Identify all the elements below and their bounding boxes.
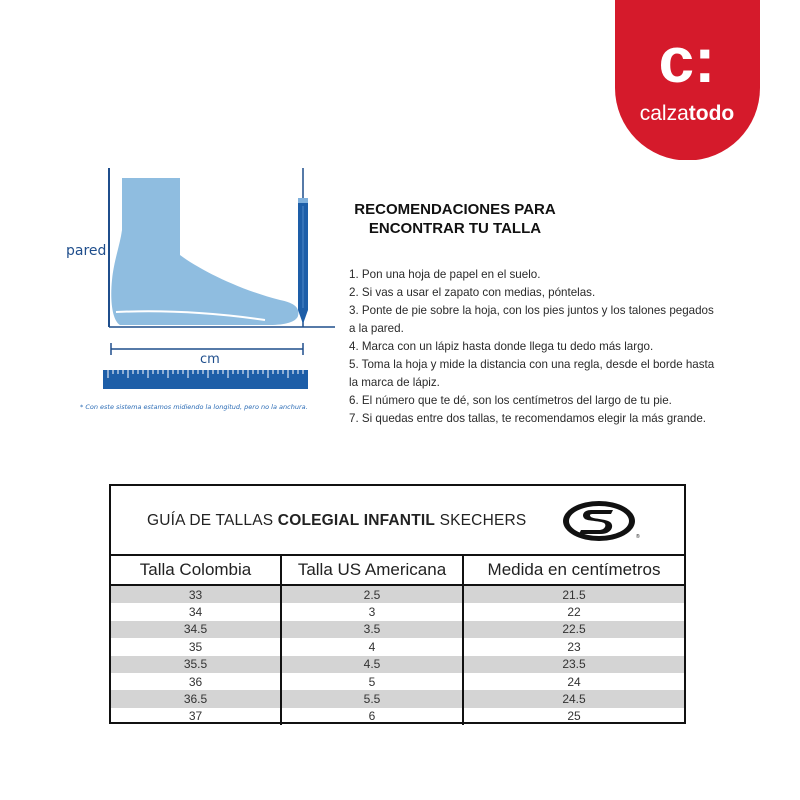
pencil-icon xyxy=(298,198,308,324)
cell-us: 4.5 xyxy=(281,656,463,673)
cell-colombia: 37 xyxy=(188,709,203,724)
cell-cm: 21.5 xyxy=(463,585,684,603)
step-line: 4. Marca con un lápiz hasta donde llega tu dedo más largo. xyxy=(349,340,654,353)
title-suffix: SKECHERS xyxy=(439,512,527,529)
length-label: cm xyxy=(200,352,220,367)
step-line: 7. Si quedas entre dos tallas, te recomendamos elegir la más grande. xyxy=(349,412,707,425)
cell-colombia: 36.5 xyxy=(111,690,281,707)
cell-cm: 24 xyxy=(463,673,684,690)
header-talla-colombia: Talla Colombia xyxy=(111,555,281,585)
calzatodo-logo xyxy=(615,0,760,160)
logo-brand xyxy=(640,102,735,125)
cell-us: 6 xyxy=(281,708,463,725)
cell-cm: 23 xyxy=(463,638,684,655)
table-row xyxy=(111,690,684,707)
step-line: la marca de lápiz. xyxy=(349,376,440,389)
cell-cm: 22.5 xyxy=(463,621,684,638)
logo-mark: c: xyxy=(658,24,716,96)
table-row xyxy=(111,638,684,655)
logo-brand-part2: todo xyxy=(688,102,735,125)
table-row xyxy=(111,621,684,638)
table-row xyxy=(111,603,684,620)
cell-us: 3.5 xyxy=(281,621,463,638)
table-row xyxy=(111,656,684,673)
cell-colombia: 35 xyxy=(188,639,203,654)
title-bold: COLEGIAL INFANTIL xyxy=(277,512,436,529)
diagram-note: * Con este sistema estamos midiendo la longitud, pero no la anchura. xyxy=(80,403,308,411)
step-line: 6. El número que te dé, son los centímetros del largo de tu pie. xyxy=(349,394,672,407)
table-row xyxy=(111,708,684,725)
table-row xyxy=(111,673,684,690)
cell-cm: 24.5 xyxy=(463,690,684,707)
cell-us: 4 xyxy=(281,638,463,655)
step-line: 1. Pon una hoja de papel en el suelo. xyxy=(349,268,541,281)
svg-text:®: ® xyxy=(636,534,640,540)
cell-colombia: 35.5 xyxy=(111,656,281,673)
cell-us: 5 xyxy=(281,673,463,690)
step-line: 3. Ponte de pie sobre la hoja, con los pies juntos y los talones pegados xyxy=(349,304,714,317)
cell-us: 3 xyxy=(281,603,463,620)
recommendation-steps xyxy=(349,266,749,428)
cell-colombia: 36 xyxy=(188,674,203,689)
cell-us: 5.5 xyxy=(281,690,463,707)
title-prefix: GUÍA DE TALLAS xyxy=(147,512,274,529)
step-line: 5. Toma la hoja y mide la distancia con una regla, desde el borde hasta xyxy=(349,358,715,371)
recommendations-title-line2: ENCONTRAR TU TALLA xyxy=(368,220,542,237)
size-guide-title xyxy=(147,512,526,530)
cell-colombia: 34.5 xyxy=(111,621,281,638)
size-guide xyxy=(109,484,686,724)
foot-icon xyxy=(111,178,298,325)
recommendations-title-line1: RECOMENDACIONES PARA xyxy=(354,201,556,218)
cell-cm: 23.5 xyxy=(463,656,684,673)
header-talla-us: Talla US Americana xyxy=(281,555,463,585)
step-line: a la pared. xyxy=(349,322,404,335)
recommendations-title xyxy=(340,200,570,238)
cell-cm: 22 xyxy=(463,603,684,620)
cell-colombia: 33 xyxy=(111,585,281,603)
cell-colombia: 34 xyxy=(188,605,203,620)
size-table xyxy=(111,554,684,725)
cell-us: 2.5 xyxy=(281,585,463,603)
foot-measure-diagram xyxy=(50,160,340,430)
table-header-row xyxy=(111,555,684,585)
header-medida-cm: Medida en centímetros xyxy=(463,555,684,585)
wall-label: pared xyxy=(66,243,107,259)
logo-brand-part1: calza xyxy=(639,102,689,125)
table-row xyxy=(111,585,684,603)
cell-cm: 25 xyxy=(463,708,684,725)
ruler-icon xyxy=(103,370,308,389)
step-line: 2. Si vas a usar el zapato con medias, póntelas. xyxy=(349,286,596,299)
skechers-logo-icon xyxy=(561,498,641,544)
